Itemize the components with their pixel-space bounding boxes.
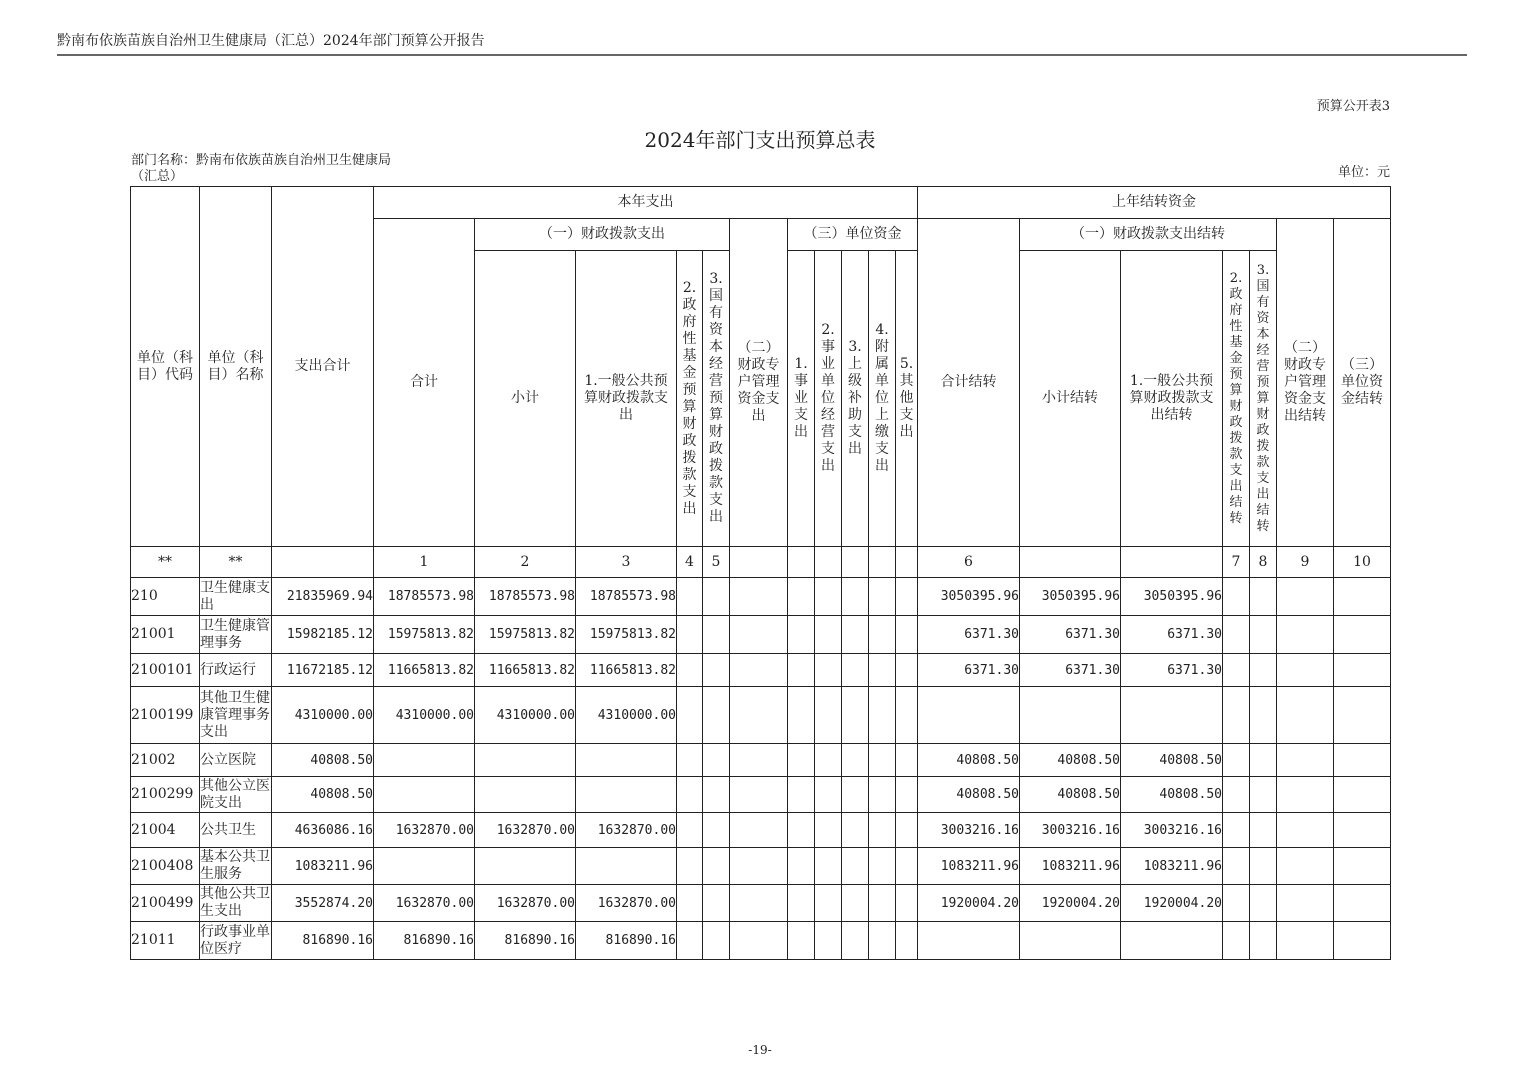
cell-general_jz: 1083211.96 <box>1121 848 1223 885</box>
cell-empty <box>1223 885 1250 922</box>
cell-empty <box>896 813 918 848</box>
cell-name: 卫生健康管理事务 <box>200 616 272 654</box>
cell-empty <box>1334 654 1391 687</box>
cell-empty <box>1223 687 1250 744</box>
cell-empty <box>815 922 842 960</box>
cell-empty <box>677 616 703 654</box>
table-row <box>131 777 1391 813</box>
cell-empty <box>730 885 788 922</box>
cell-empty <box>1250 616 1277 654</box>
cell-empty <box>896 922 918 960</box>
header-uf3: 3.上级补助支出 <box>842 251 869 547</box>
cell-empty <box>730 813 788 848</box>
department-label: 部门名称：黔南布依族苗族自治州卫生健康局（汇总） <box>131 153 392 184</box>
cell-empty <box>1223 777 1250 813</box>
cell-name: 公立医院 <box>200 744 272 777</box>
cell-code: 2100101 <box>131 654 200 687</box>
index-cell: 9 <box>1277 547 1334 578</box>
cell-name: 行政运行 <box>200 654 272 687</box>
cell-empty <box>869 687 896 744</box>
cell-empty <box>703 744 730 777</box>
cell-empty <box>1223 578 1250 616</box>
cell-empty <box>815 744 842 777</box>
cell-empty <box>842 744 869 777</box>
table-row <box>131 654 1391 687</box>
cell-empty <box>1277 848 1334 885</box>
cell-empty <box>703 687 730 744</box>
index-cell <box>896 547 918 578</box>
header-prior-year: 上年结转资金 <box>918 187 1391 219</box>
cell-xiaoji: 1632870.00 <box>475 885 576 922</box>
cell-xiaoji: 11665813.82 <box>475 654 576 687</box>
cell-empty <box>815 848 842 885</box>
cell-general_jz: 3003216.16 <box>1121 813 1223 848</box>
cell-empty <box>842 885 869 922</box>
cell-total: 816890.16 <box>272 922 374 960</box>
header-unit-funds: （三）单位资金 <box>788 219 918 251</box>
cell-xiaoji_jz: 1083211.96 <box>1020 848 1121 885</box>
cell-empty <box>788 777 815 813</box>
cell-empty <box>677 654 703 687</box>
cell-empty <box>1223 848 1250 885</box>
cell-empty <box>788 848 815 885</box>
cell-xiaoji_jz: 6371.30 <box>1020 616 1121 654</box>
cell-empty <box>869 813 896 848</box>
cell-empty <box>869 744 896 777</box>
index-cell <box>1121 547 1223 578</box>
cell-xiaoji_jz: 3050395.96 <box>1020 578 1121 616</box>
cell-empty <box>815 687 842 744</box>
index-cell: 1 <box>374 547 475 578</box>
header-state-capital-jz: 3.国有资本经营预算财政拨款支出结转 <box>1250 251 1277 547</box>
cell-empty <box>730 687 788 744</box>
cell-empty <box>703 922 730 960</box>
table-row <box>131 885 1391 922</box>
header-current-year: 本年支出 <box>374 187 918 219</box>
index-cell: 6 <box>918 547 1020 578</box>
header-special-mgmt-jz: （二）财政专户管理资金支出结转 <box>1277 219 1334 547</box>
cell-general_jz: 40808.50 <box>1121 777 1223 813</box>
cell-empty <box>1223 654 1250 687</box>
cell-total: 21835969.94 <box>272 578 374 616</box>
cell-empty <box>869 885 896 922</box>
cell-general <box>576 744 677 777</box>
page-title: 2024年部门支出预算总表 <box>644 128 876 152</box>
cell-heji_jz <box>918 922 1020 960</box>
cell-empty <box>1250 578 1277 616</box>
cell-empty <box>730 616 788 654</box>
cell-heji: 1632870.00 <box>374 885 475 922</box>
cell-empty <box>1250 777 1277 813</box>
cell-empty <box>1334 813 1391 848</box>
cell-empty <box>1223 616 1250 654</box>
cell-general_jz: 1920004.20 <box>1121 885 1223 922</box>
header-rule <box>57 54 1467 56</box>
cell-name: 行政事业单位医疗 <box>200 922 272 960</box>
cell-empty <box>842 777 869 813</box>
cell-heji_jz: 1083211.96 <box>918 848 1020 885</box>
cell-empty <box>730 777 788 813</box>
page-number: -19- <box>748 1043 772 1057</box>
cell-empty <box>1334 687 1391 744</box>
cell-heji: 4310000.00 <box>374 687 475 744</box>
cell-empty <box>1277 777 1334 813</box>
index-cell <box>815 547 842 578</box>
cell-empty <box>842 616 869 654</box>
header-heji: 合计 <box>374 219 475 547</box>
cell-empty <box>1250 744 1277 777</box>
header-uf5: 5.其他支出 <box>896 251 918 547</box>
cell-empty <box>896 777 918 813</box>
header-gov-fund-jz: 2.政府性基金预算财政拨款支出结转 <box>1223 251 1250 547</box>
cell-xiaoji_jz: 3003216.16 <box>1020 813 1121 848</box>
cell-empty <box>896 578 918 616</box>
header-fiscal-alloc: （一）财政拨款支出 <box>475 219 730 251</box>
cell-general <box>576 848 677 885</box>
cell-empty <box>788 616 815 654</box>
cell-total: 1083211.96 <box>272 848 374 885</box>
cell-empty <box>1250 654 1277 687</box>
cell-empty <box>703 848 730 885</box>
cell-empty <box>1334 578 1391 616</box>
cell-empty <box>869 616 896 654</box>
cell-empty <box>788 687 815 744</box>
cell-general_jz: 6371.30 <box>1121 654 1223 687</box>
cell-xiaoji: 15975813.82 <box>475 616 576 654</box>
cell-empty <box>703 654 730 687</box>
cell-empty <box>842 848 869 885</box>
cell-empty <box>1250 922 1277 960</box>
cell-xiaoji: 18785573.98 <box>475 578 576 616</box>
cell-empty <box>842 687 869 744</box>
cell-empty <box>1277 885 1334 922</box>
cell-code: 2100408 <box>131 848 200 885</box>
index-cell: 8 <box>1250 547 1277 578</box>
cell-empty <box>677 848 703 885</box>
cell-empty <box>842 922 869 960</box>
cell-empty <box>677 777 703 813</box>
cell-empty <box>1250 848 1277 885</box>
cell-empty <box>788 578 815 616</box>
cell-general: 11665813.82 <box>576 654 677 687</box>
cell-heji_jz: 40808.50 <box>918 744 1020 777</box>
cell-xiaoji <box>475 777 576 813</box>
cell-empty <box>815 777 842 813</box>
cell-xiaoji: 4310000.00 <box>475 687 576 744</box>
cell-empty <box>842 578 869 616</box>
cell-empty <box>677 744 703 777</box>
cell-name: 公共卫生 <box>200 813 272 848</box>
index-cell: 5 <box>703 547 730 578</box>
cell-empty <box>677 813 703 848</box>
cell-general: 4310000.00 <box>576 687 677 744</box>
cell-code: 21011 <box>131 922 200 960</box>
cell-empty <box>703 616 730 654</box>
cell-empty <box>842 813 869 848</box>
unit-label: 单位：元 <box>1337 165 1390 180</box>
cell-total: 40808.50 <box>272 777 374 813</box>
cell-heji: 18785573.98 <box>374 578 475 616</box>
cell-code: 21002 <box>131 744 200 777</box>
index-cell: ** <box>131 547 200 578</box>
table-row <box>131 922 1391 960</box>
cell-empty <box>842 654 869 687</box>
cell-general: 18785573.98 <box>576 578 677 616</box>
cell-general_jz: 3050395.96 <box>1121 578 1223 616</box>
cell-empty <box>815 654 842 687</box>
cell-empty <box>869 848 896 885</box>
cell-empty <box>1223 813 1250 848</box>
cell-empty <box>730 578 788 616</box>
cell-general_jz <box>1121 922 1223 960</box>
cell-total: 11672185.12 <box>272 654 374 687</box>
cell-empty <box>703 813 730 848</box>
cell-empty <box>815 813 842 848</box>
cell-heji: 15975813.82 <box>374 616 475 654</box>
cell-code: 2100499 <box>131 885 200 922</box>
header-xiaoji: 小计 <box>475 251 576 547</box>
cell-general_jz <box>1121 687 1223 744</box>
cell-empty <box>677 687 703 744</box>
index-cell: 7 <box>1223 547 1250 578</box>
cell-heji_jz <box>918 687 1020 744</box>
index-cell: 2 <box>475 547 576 578</box>
cell-empty <box>788 744 815 777</box>
cell-empty <box>869 654 896 687</box>
cell-empty <box>869 578 896 616</box>
cell-general_jz: 40808.50 <box>1121 744 1223 777</box>
cell-empty <box>1250 687 1277 744</box>
header-general-budget-jz: 1.一般公共预算财政拨款支出结转 <box>1121 251 1223 547</box>
budget-table <box>130 186 1391 960</box>
cell-xiaoji_jz: 6371.30 <box>1020 654 1121 687</box>
cell-empty <box>1250 813 1277 848</box>
cell-total: 15982185.12 <box>272 616 374 654</box>
cell-heji_jz: 3003216.16 <box>918 813 1020 848</box>
cell-empty <box>896 687 918 744</box>
cell-empty <box>1334 848 1391 885</box>
header-name: 单位（科目）名称 <box>200 187 272 547</box>
cell-heji_jz: 6371.30 <box>918 654 1020 687</box>
cell-name: 卫生健康支出 <box>200 578 272 616</box>
cell-heji: 1632870.00 <box>374 813 475 848</box>
cell-xiaoji_jz <box>1020 922 1121 960</box>
cell-empty <box>1334 885 1391 922</box>
index-cell <box>1020 547 1121 578</box>
header-xiaoji-jz: 小计结转 <box>1020 251 1121 547</box>
header-fiscal-alloc-jz: （一）财政拨款支出结转 <box>1020 219 1277 251</box>
cell-empty <box>815 578 842 616</box>
cell-general_jz: 6371.30 <box>1121 616 1223 654</box>
cell-total: 3552874.20 <box>272 885 374 922</box>
cell-empty <box>1277 687 1334 744</box>
header-total: 支出合计 <box>272 187 374 547</box>
cell-general: 1632870.00 <box>576 813 677 848</box>
cell-heji_jz: 40808.50 <box>918 777 1020 813</box>
header-unit-funds-jz: （三）单位资金结转 <box>1334 219 1391 547</box>
index-cell: 10 <box>1334 547 1391 578</box>
header-special-mgmt: （二）财政专户管理资金支出 <box>730 219 788 547</box>
cell-empty <box>815 616 842 654</box>
cell-general: 1632870.00 <box>576 885 677 922</box>
header-code: 单位（科目）代码 <box>131 187 200 547</box>
cell-empty <box>677 922 703 960</box>
cell-empty <box>1277 654 1334 687</box>
cell-heji <box>374 848 475 885</box>
cell-name: 其他公立医院支出 <box>200 777 270 811</box>
index-cell <box>788 547 815 578</box>
cell-general: 816890.16 <box>576 922 677 960</box>
running-header: 黔南布依族苗族自治州卫生健康局（汇总）2024年部门预算公开报告 <box>57 33 485 49</box>
cell-xiaoji: 1632870.00 <box>475 813 576 848</box>
cell-empty <box>1334 616 1391 654</box>
cell-heji <box>374 744 475 777</box>
cell-empty <box>703 777 730 813</box>
cell-empty <box>1277 616 1334 654</box>
cell-code: 210 <box>131 578 200 616</box>
cell-empty <box>815 885 842 922</box>
cell-empty <box>677 885 703 922</box>
cell-empty <box>869 922 896 960</box>
cell-empty <box>730 848 788 885</box>
table-row <box>131 578 1391 616</box>
header-heji-jz: 合计结转 <box>918 219 1020 547</box>
cell-xiaoji <box>475 848 576 885</box>
header-general-budget: 1.一般公共预算财政拨款支出 <box>576 251 677 547</box>
cell-empty <box>788 813 815 848</box>
cell-empty <box>788 922 815 960</box>
cell-code: 21001 <box>131 616 200 654</box>
cell-general <box>576 777 677 813</box>
cell-heji <box>374 777 475 813</box>
header-uf1: 1.事业支出 <box>788 251 815 547</box>
cell-code: 21004 <box>131 813 200 848</box>
cell-total: 40808.50 <box>272 744 374 777</box>
cell-heji: 816890.16 <box>374 922 475 960</box>
cell-empty <box>730 654 788 687</box>
cell-empty <box>1277 744 1334 777</box>
index-cell: ** <box>200 547 272 578</box>
cell-heji_jz: 1920004.20 <box>918 885 1020 922</box>
header-state-capital: 3.国有资本经营预算财政拨款支出 <box>703 251 730 547</box>
cell-name: 其他卫生健康管理事务支出 <box>200 687 272 744</box>
form-id: 预算公开表3 <box>1316 99 1390 114</box>
cell-empty <box>703 885 730 922</box>
cell-empty <box>1277 578 1334 616</box>
cell-code: 2100299 <box>131 777 200 813</box>
cell-empty <box>1334 744 1391 777</box>
index-cell: 3 <box>576 547 677 578</box>
cell-xiaoji_jz: 40808.50 <box>1020 744 1121 777</box>
header-gov-fund: 2.政府性基金预算财政拨款支出 <box>677 251 703 547</box>
cell-empty <box>1223 744 1250 777</box>
cell-empty <box>1223 922 1250 960</box>
cell-empty <box>896 654 918 687</box>
cell-empty <box>1277 813 1334 848</box>
cell-name: 基本公共卫生服务 <box>200 848 272 885</box>
cell-empty <box>677 578 703 616</box>
cell-empty <box>703 578 730 616</box>
cell-heji_jz: 6371.30 <box>918 616 1020 654</box>
cell-xiaoji_jz <box>1020 687 1121 744</box>
header-uf2: 2.事业单位经营支出 <box>815 251 842 547</box>
index-cell <box>272 547 374 578</box>
cell-code: 2100199 <box>131 687 200 744</box>
cell-empty <box>730 744 788 777</box>
cell-empty <box>730 922 788 960</box>
cell-empty <box>1250 885 1277 922</box>
header-uf4: 4.附属单位上缴支出 <box>869 251 896 547</box>
cell-general: 15975813.82 <box>576 616 677 654</box>
cell-xiaoji_jz: 40808.50 <box>1020 777 1121 813</box>
cell-heji_jz: 3050395.96 <box>918 578 1020 616</box>
cell-empty <box>1334 922 1391 960</box>
cell-empty <box>1277 922 1334 960</box>
index-cell <box>869 547 896 578</box>
cell-heji: 11665813.82 <box>374 654 475 687</box>
index-cell <box>842 547 869 578</box>
index-cell: 4 <box>677 547 703 578</box>
table-row <box>131 813 1391 848</box>
table-row <box>131 616 1391 654</box>
cell-empty <box>896 744 918 777</box>
cell-empty <box>1334 777 1391 813</box>
cell-xiaoji: 816890.16 <box>475 922 576 960</box>
table-row <box>131 687 1391 744</box>
cell-total: 4636086.16 <box>272 813 374 848</box>
cell-empty <box>896 848 918 885</box>
cell-empty <box>896 616 918 654</box>
cell-xiaoji_jz: 1920004.20 <box>1020 885 1121 922</box>
cell-empty <box>869 777 896 813</box>
index-cell <box>730 547 788 578</box>
cell-xiaoji <box>475 744 576 777</box>
cell-empty <box>788 654 815 687</box>
cell-total: 4310000.00 <box>272 687 374 744</box>
cell-name: 其他公共卫生支出 <box>200 885 272 922</box>
table-row <box>131 744 1391 777</box>
cell-empty <box>896 885 918 922</box>
table-row <box>131 848 1391 885</box>
cell-empty <box>788 885 815 922</box>
